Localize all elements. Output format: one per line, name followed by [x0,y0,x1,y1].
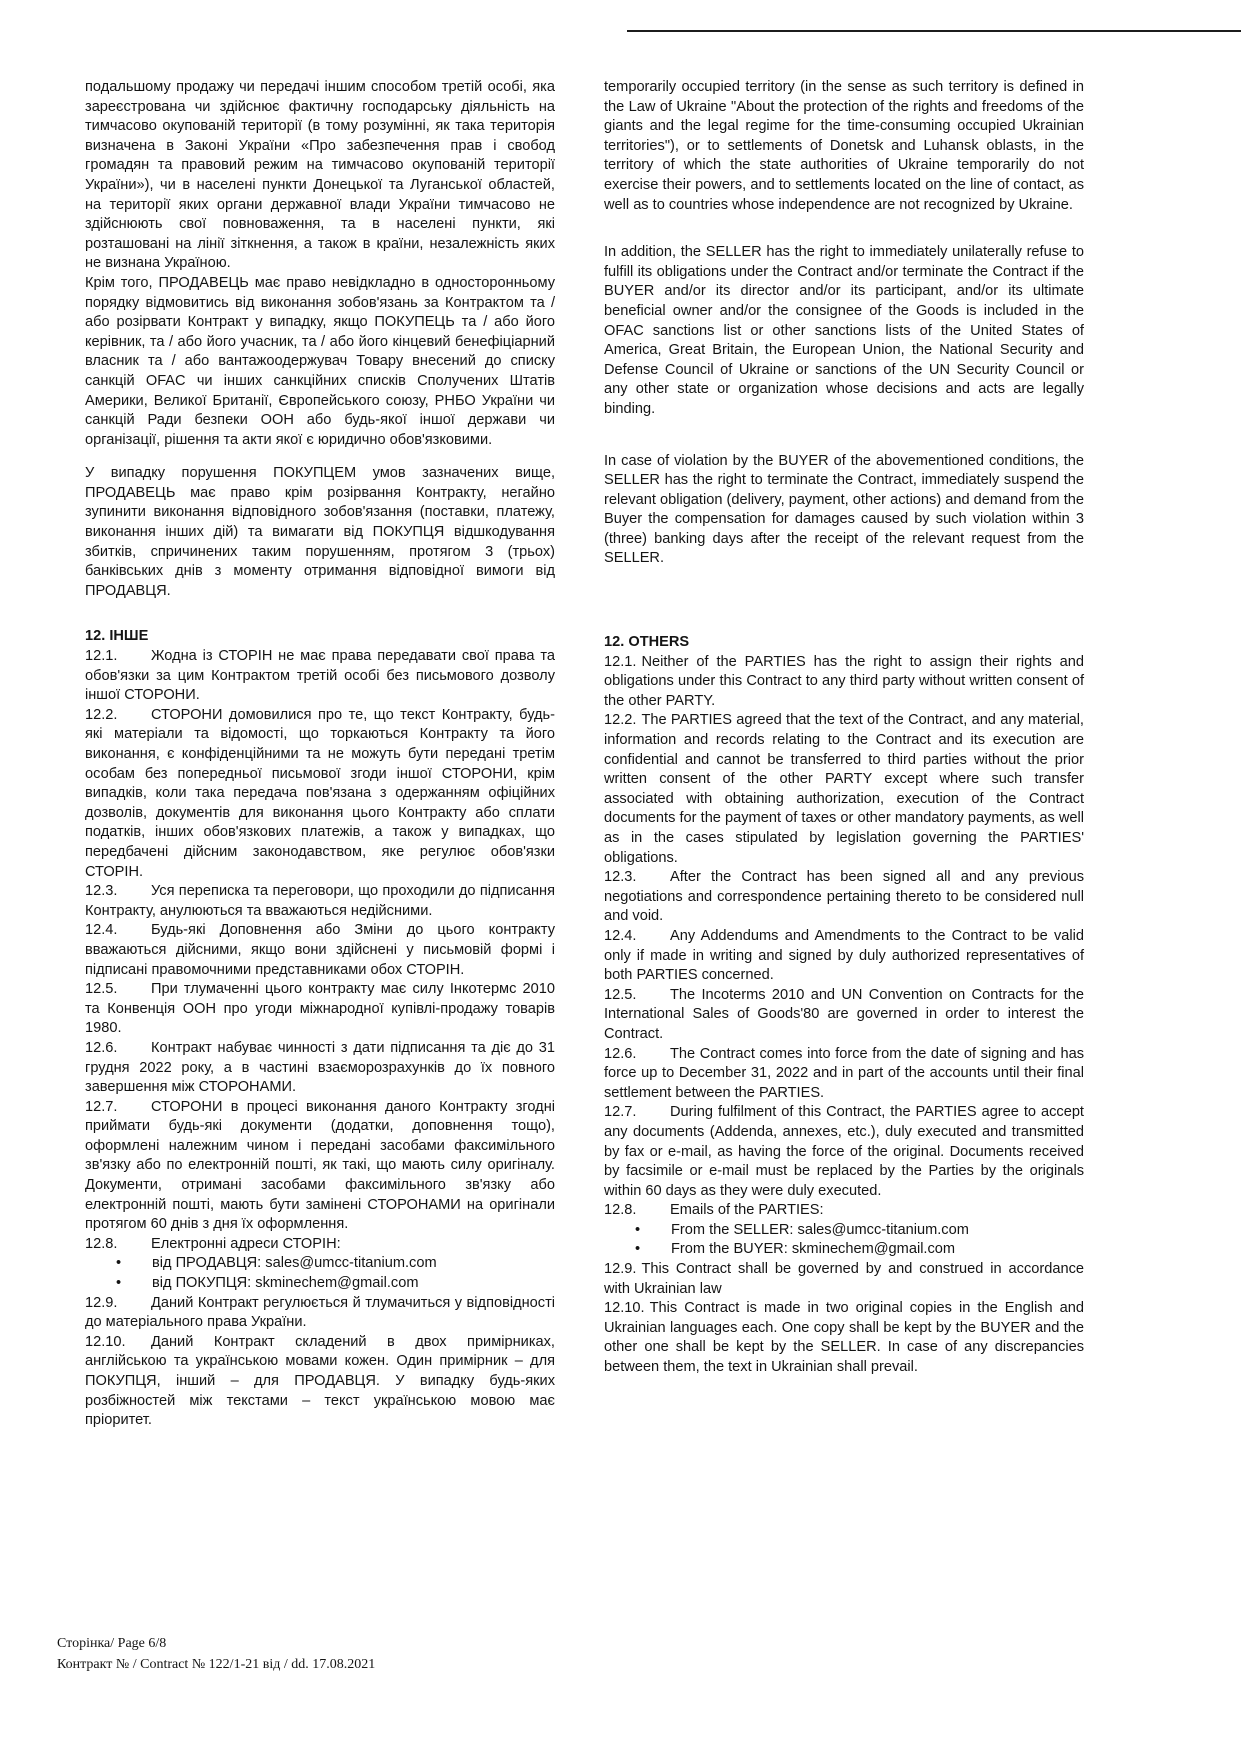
page-footer [57,1633,375,1675]
clause-number: 12.10. [85,1333,126,1350]
paragraph-sanctions-en: In addition, the SELLER has the right to immediately unilaterally refuse to fulfill its obligations under the Contract and/or terminate the Contract if the BUYER and/or its director and/or its participant, and/or its ultimate beneficial owner and/or the consignee of the Goods is included in the OFAC sanctions list or other sanctions lists of the United States of America, Great Britain, the European Union, the National Security and Defense Council of Ukraine or sanctions of the UN Security Council or any other state or organization whose decisions and acts are legally binding. [604,244,1084,417]
clause-text: Даний Контракт регулюється й тлумачиться у відповідності до матеріального права України. [85,1294,555,1331]
clause-text: The Incoterms 2010 and UN Convention on Contracts for the International Sales of Goods'80 are governed in order to interest the Contract. [604,986,1084,1042]
column-ukrainian [85,78,555,1431]
email-buyer-en [604,1240,1084,1260]
paragraph-sanctions-uk: Крім того, ПРОДАВЕЦЬ має право невідкладно в односторонньому порядку відмовитись від виконання зобов'язань за Контрактом та / або розірвати Контракт у випадку, якщо ПОКУПЕЦЬ та / або його керівник, та / або його учасник, та / або його кінцевий бенефіціарний власник та / або вантажоодержувач Товару внесений до списку санкцій OFAC чи інших санкційних списків Сполучених Штатів Америки, Великої Британії, Європейського союзу, РНБО України чи санкцій Ради безпеки ООН або будь-якої іншої держави чи організації, рішення та акти якої є юридично обов'язковими. [85,274,555,448]
clause-12-1-uk [85,647,555,706]
email-seller-en [604,1221,1084,1241]
bullet-icon: • [116,1275,122,1292]
clause-text: The Contract comes into force from the date of signing and has force up to December 31, 2022 and in part of the accounts until their final settlement between the PARTIES. [604,1045,1084,1101]
clause-text: Жодна із СТОРІН не має права передавати свої права та обов'язки за цим Контрактом третій особі без письмового дозволу іншої СТОРОНИ. [85,648,555,704]
clause-number: 12.8. [604,1202,637,1219]
email-text: від ПРОДАВЦЯ: sales@umcc-titanium.com [152,1255,437,1272]
clause-text: Neither of the PARTIES has the right to assign their rights and obligations under this Contract to any third party without written consent of the other PARTY. [604,653,1084,709]
clause-12-6-uk [85,1039,555,1098]
bullet-icon: • [635,1221,641,1238]
section-heading-others-uk: 12. ІНШЕ [85,628,149,645]
clause-text: При тлумаченні цього контракту має силу Інкотермс 2010 та Конвенція ООН про угоди міжнародної купівлі-продажу товарів 1980. [85,981,555,1037]
clause-text: This Contract is made in two original copies in the English and Ukrainian languages each. One copy shall be kept by the BUYER and the other one shall be kept by the SELLER. In case of any discrepancies between them, the text in Ukrainian shall prevail. [604,1300,1084,1376]
clause-12-1-en [604,653,1084,712]
clause-12-9-en [604,1260,1084,1299]
clause-text: Будь-які Доповнення або Зміни до цього контракту вважаються дійсними, якщо вони здійснені у письмовій формі і підписані правомочними представниками обох СТОРІН. [85,922,555,978]
clause-number: 12.4. [85,922,118,939]
clause-number: 12.10. [604,1300,645,1317]
clause-12-10-uk [85,1333,555,1431]
clause-number: 12.2. [85,706,118,723]
clause-number: 12.2. [604,712,637,729]
clause-number: 12.8. [85,1235,118,1252]
clause-text: During fulfilment of this Contract, the PARTIES agree to accept any documents (Addenda, annexes, etc.), duly executed and transmitted by fax or e-mail, as having the force of the original. Documents received by facsimile or e-mail must be replaced by the Parties by the originals within 60 days as they were duly executed. [604,1104,1084,1199]
clause-text: Даний Контракт складений в двох примірниках, англійською та українською мовами кожен. Один примірник – для ПОКУПЦЯ, інший – для ПРОДАВЦЯ. У випадку будь-яких розбіжностей між текстами – текст українською мовою має пріоритет. [85,1333,555,1429]
paragraph-violation-uk: У випадку порушення ПОКУПЦЕМ умов зазначених вище, ПРОДАВЕЦЬ має право крім розірвання Контракту, негайно зупинити виконання відповідного зобов'язання (поставки, платежу, виконання інших дій) та вимагати від ПОКУПЦЯ відшкодування збитків, спричинених таким порушенням, протягом 3 (трьох) банківських днів з моменту отримання відповідної вимоги від ПРОДАВЦЯ. [85,465,555,599]
clause-12-7-uk [85,1098,555,1235]
clause-text: The PARTIES agreed that the text of the Contract, and any material, information and records relating to the Contract and its execution are confidential and cannot be transferred to third parties without the prior written consent of the other PARTY except where such transfer associated with obtaining authorization, execution of the Contract documents for the payment of taxes or other mandatory payments, as well as in the cases stipulated by legislation governing the PARTIES' obligations. [604,712,1084,866]
clause-number: 12.4. [604,927,637,944]
page-number-line: Сторінка/ Page 6/8 [57,1636,167,1651]
clause-number: 12.7. [85,1098,118,1115]
contract-reference-line: Контракт № / Contract № 122/1-21 від / dd. 17.08.2021 [57,1657,376,1672]
clause-number: 12.3. [604,869,637,886]
column-english [604,78,1084,1378]
clause-12-5-uk [85,980,555,1039]
clause-12-4-uk [85,921,555,980]
clause-number: 12.5. [85,981,118,998]
clause-number: 12.1. [85,648,118,665]
paragraph-occupied-territory-en: temporarily occupied territory (in the sense as such territory is defined in the Law of Ukraine "About the protection of the rights and freedoms of the giants and the legal regime for the time-consuming occupied Ukrainian territories"), or to settlements of Donetsk and Luhansk oblasts, in the territory of which the state authorities of Ukraine temporarily do not exercise their powers, and to settlements located on the line of contact, as well as to countries whose independence are not recognized by Ukraine. [604,79,1084,213]
clause-number: 12.1. [604,653,637,670]
clause-12-8-en [604,1201,1084,1221]
paragraph-violation-en: In case of violation by the BUYER of the abovementioned conditions, the SELLER has the right to terminate the Contract, immediately suspend the relevant obligation (delivery, payment, other actions) and demand from the Buyer the compensation for damages caused by such violation within 3 (three) banking days after the receipt of the relevant request from the SELLER. [604,452,1084,567]
clause-number: 12.9. [85,1294,118,1311]
clause-12-10-en [604,1299,1084,1377]
clause-text: Уся переписка та переговори, що проходили до підписання Контракту, анулюються та вважаються недійсними. [85,883,555,919]
email-seller-uk [85,1254,555,1274]
clause-text: Електронні адреси СТОРІН: [151,1235,341,1252]
clause-number: 12.6. [85,1039,118,1056]
clause-12-7-en [604,1103,1084,1201]
clause-12-9-uk [85,1294,555,1333]
clause-number: 12.9. [604,1261,637,1278]
clause-text: After the Contract has been signed all and any previous negotiations and correspondence pertaining thereto to be considered null and void. [604,869,1084,925]
clause-12-2-en [604,711,1084,868]
clause-text: Emails of the PARTIES: [670,1202,824,1219]
clause-12-3-uk [85,882,555,921]
clause-number: 12.3. [85,883,118,900]
clause-number: 12.6. [604,1045,637,1062]
clause-12-4-en [604,927,1084,986]
clause-text: СТОРОНИ домовилися про те, що текст Контракту, будь-які матеріали та відомості, що торкаються Контракту та його виконання, є конфіденційними та не можуть бути передані третім особам без попередньої письмової згоди іншої СТОРОНИ, крім випадків, коли така передача пов'язана з одержанням офіційних дозволів, документів для виконання цього Контракту або сплати податків, інших обов'язкових платежів, а також у випадках, що передбачені дійсним законодавством, яке регулює обов'язки СТОРІН. [85,706,555,880]
clause-number: 12.5. [604,986,637,1003]
section-heading-others-en: 12. OTHERS [604,634,690,651]
clause-12-6-en [604,1045,1084,1104]
email-text: від ПОКУПЦЯ: skminechem@gmail.com [152,1275,419,1292]
clause-text: Any Addendums and Amendments to the Contract to be valid only if made in writing and signed by duly authorized representatives of both PARTIES concerned. [604,927,1084,984]
clause-12-3-en [604,868,1084,927]
scan-header-rule [627,30,1241,32]
clause-12-8-uk [85,1235,555,1255]
clause-number: 12.7. [604,1104,637,1121]
clause-text: СТОРОНИ в процесі виконання даного Контракту згодні приймати будь-які документи (додатки, доповнення тощо), оформлені належним чином і передані засобами факсимільного зв'язку або по електронній пошті, як такі, що мають силу оригіналу. Документи, отримані засобами факсимільного зв'язку або електронній пошті, мають бути замінені СТОРОНАМИ на оригінали протягом 60 днів з дня їх оформлення. [85,1098,555,1233]
bullet-icon: • [635,1241,641,1258]
clause-12-2-uk [85,706,555,882]
email-text: From the BUYER: skminechem@gmail.com [671,1241,956,1258]
paragraph-occupied-territory-uk: подальшому продажу чи передачі іншим способом третій особі, яка зареєстрована чи здійснює фактичну господарську діяльність на тимчасово окупованій території (в тому розумінні, як така територія визначена в Законі України «Про забезпечення прав і свобод громадян та правовий режим на тимчасово окупованій території України»), чи в населені пункти Донецької та Луганської областей, на території яких органи державної влади України тимчасово не здійснюють свої повноваження, та в населені пункти, які розташовані на лінії зіткнення, а також в країни, незалежність яких не визнана Україною. [85,79,555,272]
clause-text: This Contract shall be governed by and construed in accordance with Ukrainian law [604,1261,1084,1297]
email-text: From the SELLER: sales@umcc-titanium.com [671,1221,969,1238]
email-buyer-uk [85,1274,555,1294]
bullet-icon: • [116,1255,122,1272]
clause-text: Контракт набуває чинності з дати підписання та діє до 31 грудня 2022 року, а в частині взаєморозрахунків до їх повного завершення між СТОРОНАМИ. [85,1039,555,1096]
clause-12-5-en [604,986,1084,1045]
